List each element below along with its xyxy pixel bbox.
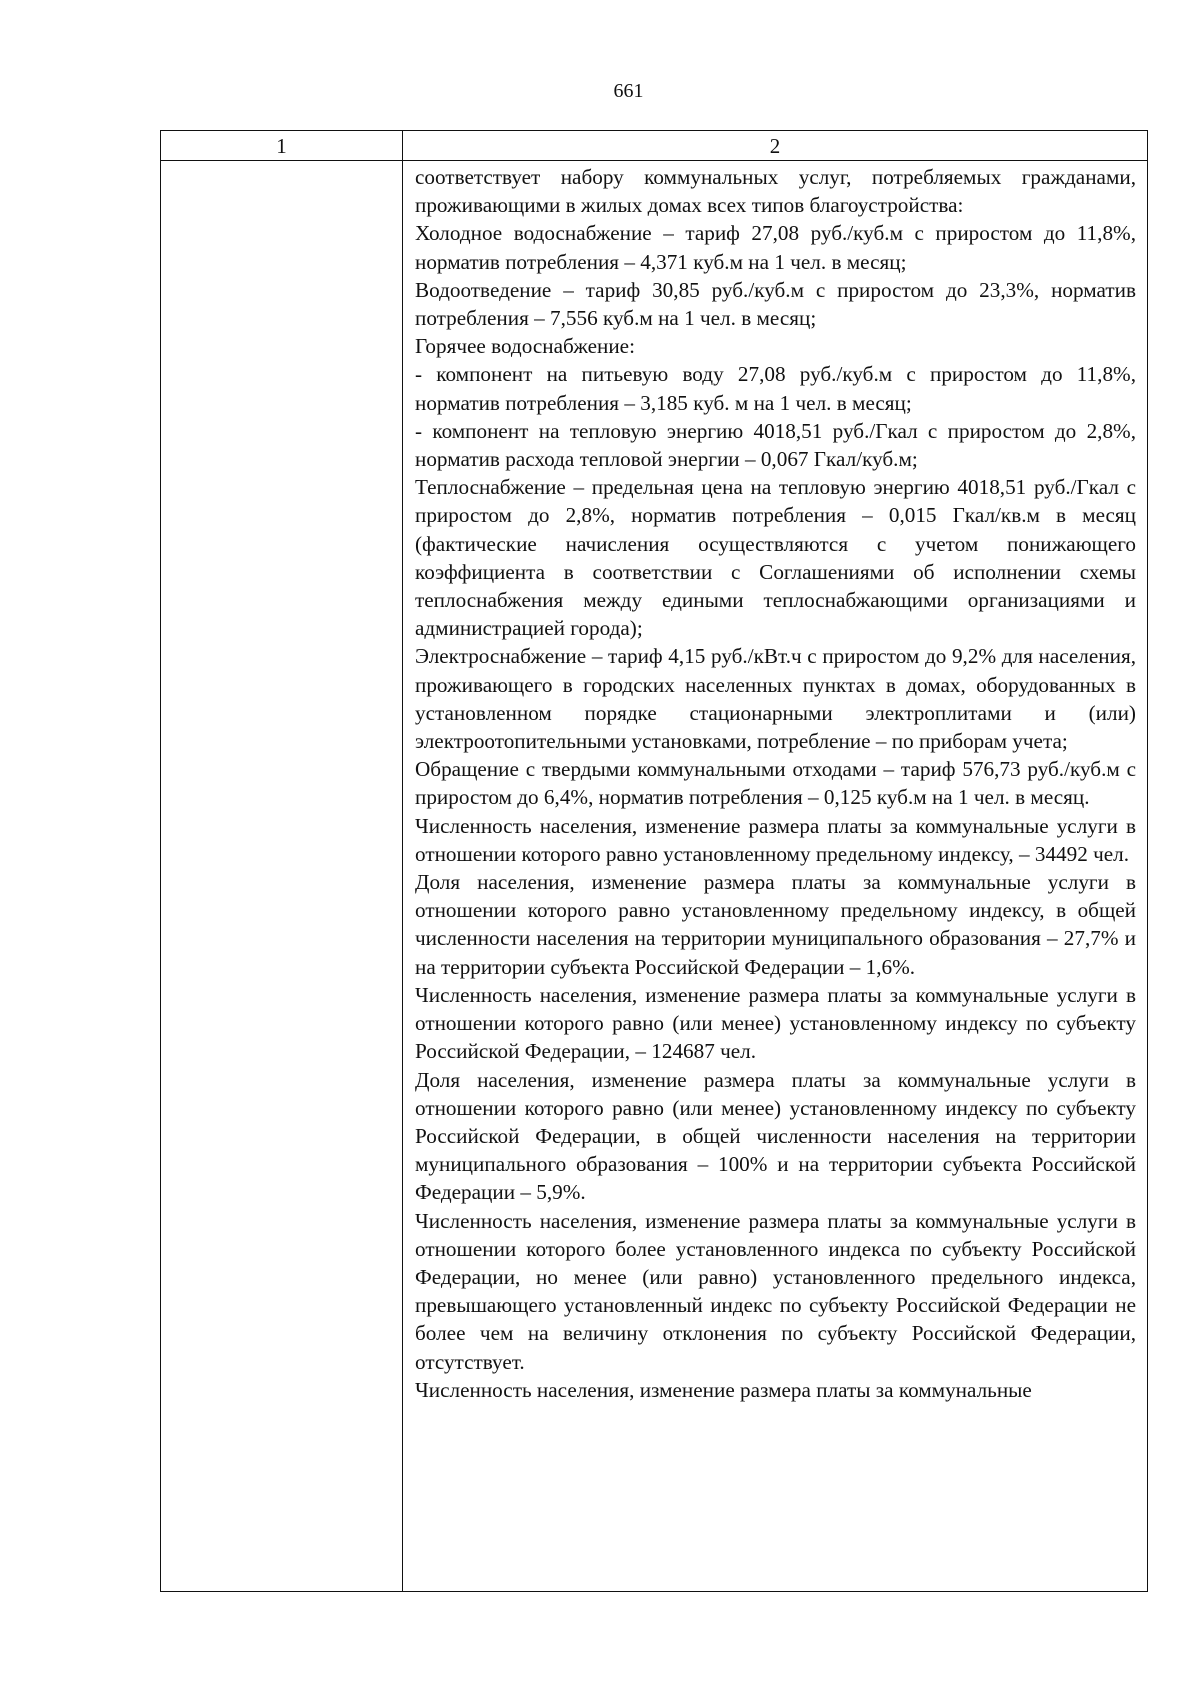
document-table bbox=[160, 130, 1148, 1592]
page-number: 661 bbox=[613, 80, 644, 102]
column-header-1: 1 bbox=[276, 134, 287, 158]
paragraph: Доля населения, изменение размера платы за коммунальные услуги в отношении которого равно установленному предельному индексу, в общей численности населения на территории муниципального образования – 27,7% и на территории субъекта Российской Федерации – 1,6%. bbox=[415, 870, 1136, 979]
paragraph: Доля населения, изменение размера платы за коммунальные услуги в отношении которого равно (или менее) установленному индексу по субъекту Российской Федерации, в общей численности населения на территории муниципального образования – 100% и на территории субъекта Российской Федерации – 5,9%. bbox=[415, 1067, 1136, 1205]
column-header-2: 2 bbox=[769, 134, 781, 158]
paragraph: Электроснабжение – тариф 4,15 руб./кВт.ч с приростом до 9,2% для населения, проживающего в городских населенных пунктах в домах, оборудованных в установленном порядке стационарными электроплитами и (или) электроотопительными установками, потребление – по приборам учета; bbox=[415, 644, 1136, 754]
paragraph: - компонент на питьевую воду 27,08 руб./куб.м с приростом до 11,8%, норматив потребления – 3,185 куб. м на 1 чел. в месяц; bbox=[415, 362, 1136, 415]
paragraph: Численность населения, изменение размера платы за коммунальные bbox=[415, 1377, 1032, 1402]
paragraph: - компонент на тепловую энергию 4018,51 руб./Гкал с приростом до 2,8%, норматив расхода тепловой энергии – 0,067 Гкал/куб.м; bbox=[415, 418, 1136, 472]
paragraph: Численность населения, изменение размера платы за коммунальные услуги в отношении которого равно (или менее) установленному индексу по субъекту Российской Федерации, – 124687 чел. bbox=[415, 982, 1136, 1064]
paragraph: Численность населения, изменение размера платы за коммунальные услуги в отношении которого равно установленному предельному индексу, – 34492 чел. bbox=[415, 813, 1136, 866]
paragraph: Обращение с твердыми коммунальными отходами – тариф 576,73 руб./куб.м с приростом до 6,4%, норматив потребления – 0,125 куб.м на 1 чел. в месяц. bbox=[415, 757, 1136, 810]
paragraph: Холодное водоснабжение – тариф 27,08 руб./куб.м с приростом до 11,8%, норматив потребления – 4,371 куб.м на 1 чел. в месяц; bbox=[415, 221, 1136, 274]
paragraph: Водоотведение – тариф 30,85 руб./куб.м с приростом до 23,3%, норматив потребления – 7,556 куб.м на 1 чел. в месяц; bbox=[415, 277, 1136, 331]
table-header-row bbox=[161, 131, 1147, 161]
paragraph: Теплоснабжение – предельная цена на тепловую энергию 4018,51 руб./Гкал с приростом до 2,8%, норматив потребления – 0,015 Гкал/кв.м в месяц (фактические начисления осуществляются с учетом понижающего коэффициента в соответствии с Соглашениями об исполнении схемы теплоснабжения между едиными теплоснабжающими организациями и администрацией города); bbox=[415, 475, 1136, 641]
paragraph: Численность населения, изменение размера платы за коммунальные услуги в отношении которого более установленного индекса по субъекту Российской Федерации, но менее (или равно) установленного предельного индекса, превышающего установленный индекс по субъекту Российской Федерации не более чем на величину отклонения по субъекту Российской Федерации, отсутствует. bbox=[415, 1208, 1136, 1374]
paragraph: Горячее водоснабжение: bbox=[415, 334, 635, 359]
column-divider bbox=[402, 131, 403, 1591]
column-2-text-cell bbox=[415, 163, 1136, 1404]
paragraph: соответствует набору коммунальных услуг, потребляемых гражданами, проживающими в жилых домах всех типов благоустройства: bbox=[415, 165, 1136, 218]
